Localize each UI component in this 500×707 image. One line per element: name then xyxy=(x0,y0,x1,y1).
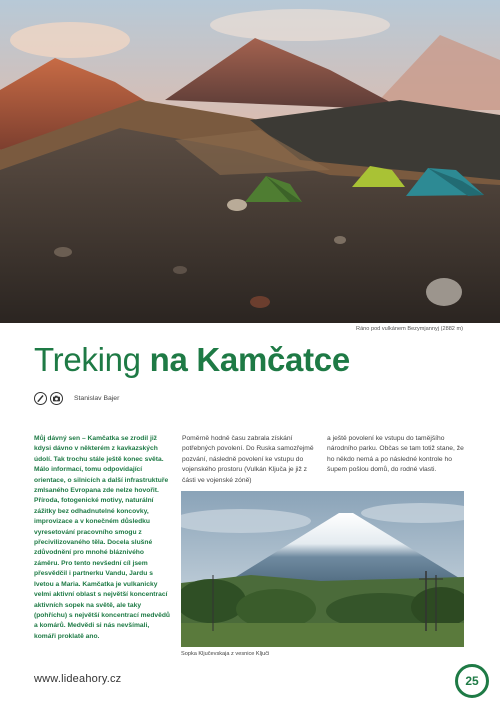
volcano-caption: Sopka Ključevskaja z vesnice Ključi xyxy=(181,651,270,657)
body-column-3 xyxy=(327,434,464,476)
volcano-photo xyxy=(181,491,464,647)
hero-photo-graphic xyxy=(0,0,500,323)
page-number: 25 xyxy=(465,674,479,688)
article-title xyxy=(34,340,350,380)
title-light: Treking xyxy=(34,341,150,378)
lead-column xyxy=(34,434,170,642)
hero-photo xyxy=(0,0,500,323)
lead-text: Můj dávný sen – Kamčatka se zrodil již kdysi dávno v některém z kavkazských údolí. Tak trochu stále ještě konec světa. Málo informací, tomu odpovídající orientace, o silnicích a další infrastruktuře zmlsaného Evropana zde nelze hovořit. Příroda, fotogenické motivy, naturální zážitky bez odhadnutelné koncovky, improvizace a v konečném důsledku vyresetování pracovního smogu z přecivilizovaného těla. Docela slušné zdůvodnění pro mnohé bláznivého záměru. Pro tento nevšední cíl jsem přesvědčil i partnerku Vandu, Jardu s Ivetou a Maria. Kamčatka je vulkanicky velmi aktivní oblast s největší koncentrací aktivních sopek na světě, ale taky (pohříchu) s největší koncentrací medvědů a komárů. Medvědi si nás nevšímali, komáři proklatě ano. xyxy=(34,435,171,640)
pen-icon xyxy=(34,392,47,405)
byline xyxy=(34,392,119,405)
website-link[interactable]: www.lideahory.cz xyxy=(34,673,122,685)
body-text-2: Poměrně hodně času zabrala získání potřebných povolení. Do Ruska samozřejmě pozvání, následně povolení ke vstupu do vojenského prostoru (Vulkán Ključa je již z části ve vojenské zóně) xyxy=(182,435,314,484)
camera-icon xyxy=(50,392,63,405)
volcano-photo-graphic xyxy=(181,491,464,647)
page-number-badge xyxy=(455,664,489,698)
body-text-3: a ještě povolení ke vstupu do tamějšího národního parku. Občas se tam totiž stane, že ho někdo nemá a po následné kontrole ho šupem pošlou domů, do rodné vlasti. xyxy=(327,435,464,474)
author-name: Stanislav Bajer xyxy=(74,395,120,402)
body-column-2 xyxy=(182,434,317,486)
hero-caption: Ráno pod vulkánem Bezymjannyj (2882 m) xyxy=(356,326,463,332)
title-bold: na Kamčatce xyxy=(149,341,350,378)
